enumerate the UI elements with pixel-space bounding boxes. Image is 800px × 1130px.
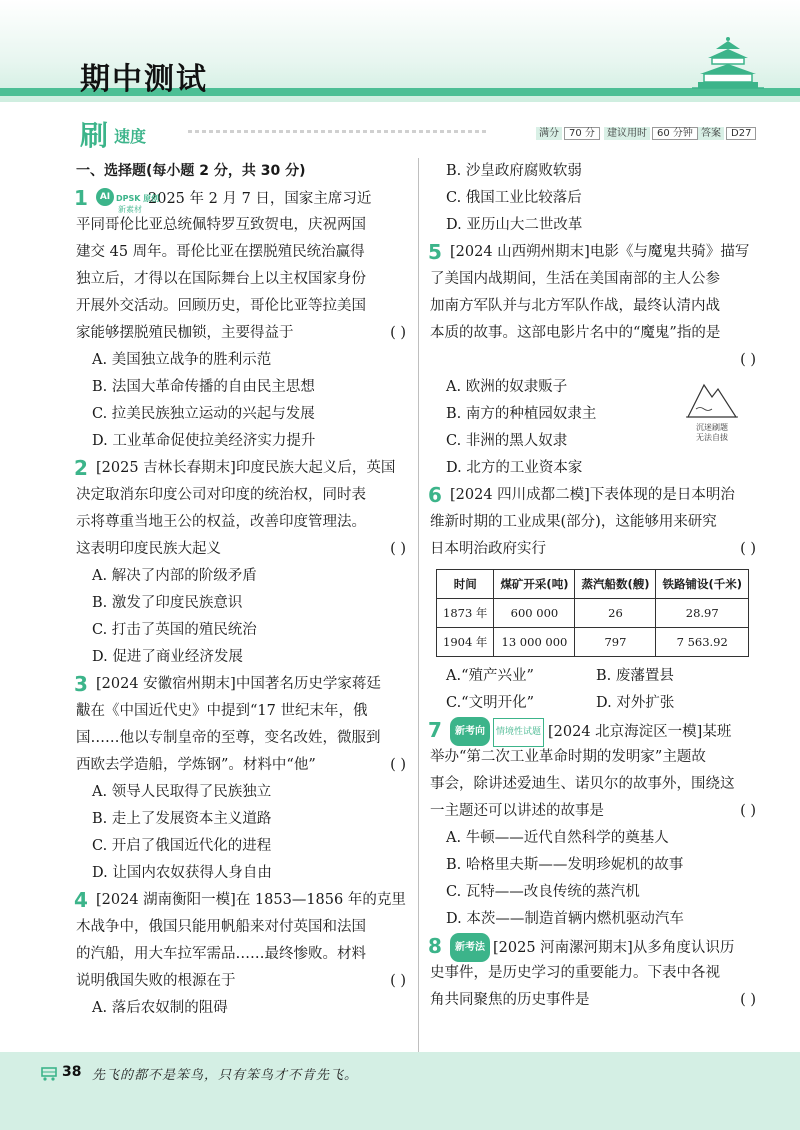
option-d[interactable]: D. 北方的工业资本家 [446, 460, 583, 476]
option-c[interactable]: C. 瓦特——改良传统的蒸汽机 [446, 884, 640, 900]
speed-label: 速度 [114, 127, 147, 146]
option-b[interactable]: B. 法国大革命传播的自由民主思想 [92, 379, 315, 395]
option-a[interactable]: A. 欧洲的奴隶贩子 [446, 379, 568, 395]
question-text: [2024 湖南衡阳一模]在 1853—1856 年的克里 [96, 892, 406, 908]
answer-bracket[interactable]: ( ) [740, 992, 756, 1008]
question-text: 2025 年 2 月 7 日，国家主席习近 [148, 191, 372, 207]
question-text: 建交 45 周年。哥伦比亚在摆脱殖民统治赢得 [76, 244, 365, 260]
question-number: 2 [74, 456, 88, 480]
question-4 [76, 887, 410, 1022]
question-text: 国……他以专制皇帝的至尊，变名改姓，微服到 [76, 730, 381, 746]
option-a[interactable]: A.“殖产兴业” [446, 668, 534, 684]
question-text: 一主题还可以讲述的故事是 [430, 803, 604, 819]
question-text: 木战争中，俄国只能用帆船来对付英国和法国 [76, 919, 366, 935]
question-text: 加南方军队并与北方军队作战，最终认清内战 [430, 298, 720, 314]
page-title: 期中测试 [80, 62, 208, 97]
table-row [437, 599, 749, 628]
table-header: 蒸汽船数(艘) [575, 570, 656, 599]
question-text: 维新时期的工业成果(部分)，这能够用来研究 [430, 514, 717, 530]
question-text: 黻在《中国近代史》中提到“17 世纪末年，俄 [76, 703, 368, 719]
question-text: 角共同聚焦的历史事件是 [430, 992, 590, 1008]
doodle-text: 沉迷刷题 [696, 423, 728, 432]
table-header: 时间 [437, 570, 494, 599]
question-number: 5 [428, 240, 442, 264]
option-c[interactable]: C. 拉美民族独立运动的兴起与发展 [92, 406, 315, 422]
table-header-row [437, 570, 749, 599]
column-divider [418, 158, 419, 1058]
option-b[interactable]: B. 哈格里夫斯——发明珍妮机的故事 [446, 857, 684, 873]
data-table [436, 569, 749, 657]
footer-quote: 先飞的都不是笨鸟，只有笨鸟才不肯先飞。 [92, 1068, 359, 1083]
table-cell: 1904 年 [437, 628, 494, 657]
option-c[interactable]: C. 打击了英国的殖民统治 [92, 622, 257, 638]
right-column [430, 158, 760, 1014]
question-text: 平同哥伦比亚总统佩特罗互致贺电，庆祝两国 [76, 217, 366, 233]
question-8 [430, 933, 760, 1014]
question-text: [2025 河南漯河期末]从多角度认识历 [493, 940, 735, 956]
question-text: 日本明治政府实行 [430, 541, 546, 557]
option-d[interactable]: D. 让国内农奴获得人身自由 [92, 865, 272, 881]
question-text: 这表明印度民族大起义 [76, 541, 221, 557]
doodle-illustration [682, 379, 742, 449]
page-number: 38 [62, 1064, 82, 1080]
question-text: [2025 吉林长春期末]印度民族大起义后，英国 [96, 460, 396, 476]
option-a[interactable]: A. 解决了内部的阶级矛盾 [92, 568, 257, 584]
meta-suggested-time: 建议用时 60 分钟 [604, 124, 698, 139]
option-b[interactable]: B. 南方的种植园奴隶主 [446, 406, 597, 422]
question-number: 8 [428, 934, 442, 958]
meta-answer-ref: 答案 D27 [698, 124, 756, 139]
question-text: 家能够摆脱殖民枷锁，主要得益于 [76, 325, 294, 341]
option-a[interactable]: A. 落后农奴制的阻碍 [92, 1000, 228, 1016]
question-text: [2024 北京海淀区一模]某班 [548, 724, 732, 740]
question-text: 说明俄国失败的根源在于 [76, 973, 236, 989]
question-text: [2024 四川成都二模]下表体现的是日本明治 [450, 487, 735, 503]
table-cell: 13 000 000 [494, 628, 575, 657]
temple-icon [688, 36, 768, 96]
option-d[interactable]: D. 本茨——制造首辆内燃机驱动汽车 [446, 911, 684, 927]
question-number: 7 [428, 718, 442, 742]
speed-row [80, 116, 760, 152]
meta-full-score: 满分 70 分 [536, 124, 600, 139]
table-header: 铁路铺设(千米) [656, 570, 749, 599]
answer-bracket[interactable]: ( ) [390, 325, 406, 341]
speed-big-char: 刷 [80, 119, 109, 152]
left-column [76, 158, 410, 1022]
question-text: 独立后，才得以在国际舞台上以主权国家身份 [76, 271, 366, 287]
question-text: 西欧去学造船，学炼钢”。材料中“他” [76, 757, 316, 773]
option-c[interactable]: C. 俄国工业比较落后 [446, 190, 582, 206]
question-text: 史事件，是历史学习的重要能力。下表中各视 [430, 965, 720, 981]
question-text: 开展外交活动。回顾历史，哥伦比亚等拉美国 [76, 298, 366, 314]
question-text: 举办“第二次工业革命时期的发明家”主题故 [430, 749, 706, 765]
question-text: 决定取消东印度公司对印度的统治权，同时表 [76, 487, 366, 503]
question-text: [2024 山西朔州期末]电影《与魔鬼共骑》描写 [450, 244, 750, 260]
question-text: 本质的故事。这部电影片名中的“魔鬼”指的是 [430, 325, 721, 341]
option-c[interactable]: C. 非洲的黑人奴隶 [446, 433, 568, 449]
option-b[interactable]: B. 废藩置县 [596, 668, 674, 684]
question-text: 示将尊重当地王公的权益，改善印度管理法。 [76, 514, 366, 530]
question-7 [430, 717, 760, 933]
table-header: 煤矿开采(吨) [494, 570, 575, 599]
question-1 [76, 185, 410, 455]
question-6 [430, 482, 760, 717]
option-c[interactable]: C.“文明开化” [446, 695, 535, 711]
page-footer [0, 1052, 800, 1130]
answer-bracket[interactable]: ( ) [740, 803, 756, 819]
question-number: 1 [74, 186, 88, 210]
answer-bracket[interactable]: ( ) [740, 541, 756, 557]
speed-decor-line [188, 130, 488, 133]
question-3 [76, 671, 410, 887]
ai-original-badge: AI DPSK 原创 新素材 [96, 185, 144, 209]
table-row [437, 628, 749, 657]
scenario-tag: 情境性试题 [493, 718, 544, 747]
option-c[interactable]: C. 开启了俄国近代化的进程 [92, 838, 272, 854]
question-number: 6 [428, 483, 442, 507]
question-text: 了美国内战期间，生活在美国南部的主人公参 [430, 271, 720, 287]
table-cell: 28.97 [656, 599, 749, 628]
option-d[interactable]: D. 亚历山大二世改革 [446, 217, 583, 233]
answer-bracket[interactable]: ( ) [390, 973, 406, 989]
question-text: 事会，除讲述爱迪生、诺贝尔的故事外，围绕这 [430, 776, 735, 792]
option-a[interactable]: A. 牛顿——近代自然科学的奠基人 [446, 830, 669, 846]
option-d[interactable]: D. 促进了商业经济发展 [92, 649, 243, 665]
question-5 [430, 239, 760, 482]
question-number: 3 [74, 672, 88, 696]
table-cell: 7 563.92 [656, 628, 749, 657]
table-cell: 1873 年 [437, 599, 494, 628]
option-a[interactable]: A. 领导人民取得了民族独立 [92, 784, 272, 800]
option-d[interactable]: D. 工业革命促使拉美经济实力提升 [92, 433, 316, 449]
new-method-tag: 新考法 [450, 933, 490, 962]
answer-bracket[interactable]: ( ) [740, 352, 756, 368]
table-cell: 600 000 [494, 599, 575, 628]
option-b[interactable]: B. 走上了发展资本主义道路 [92, 811, 272, 827]
question-text: [2024 安徽宿州期末]中国著名历史学家蒋廷 [96, 676, 381, 692]
doodle-text: 无法自拔 [696, 433, 728, 442]
option-b[interactable]: B. 激发了印度民族意识 [92, 595, 243, 611]
section-heading: 一、选择题(每小题 2 分，共 30 分) [76, 163, 306, 179]
option-a[interactable]: A. 美国独立战争的胜利示范 [92, 352, 272, 368]
mountain-sketch-icon [682, 379, 742, 419]
answer-bracket[interactable]: ( ) [390, 541, 406, 557]
table-cell: 26 [575, 599, 656, 628]
table-cell: 797 [575, 628, 656, 657]
option-b[interactable]: B. 沙皇政府腐败软弱 [446, 163, 582, 179]
question-2 [76, 455, 410, 671]
new-direction-tag: 新考向 [450, 717, 490, 746]
answer-bracket[interactable]: ( ) [390, 757, 406, 773]
cart-icon [40, 1065, 58, 1081]
option-d[interactable]: D. 对外扩张 [596, 695, 675, 711]
question-number: 4 [74, 888, 88, 912]
question-text: 的汽船，用大车拉军需品……最终惨败。材料 [76, 946, 366, 962]
